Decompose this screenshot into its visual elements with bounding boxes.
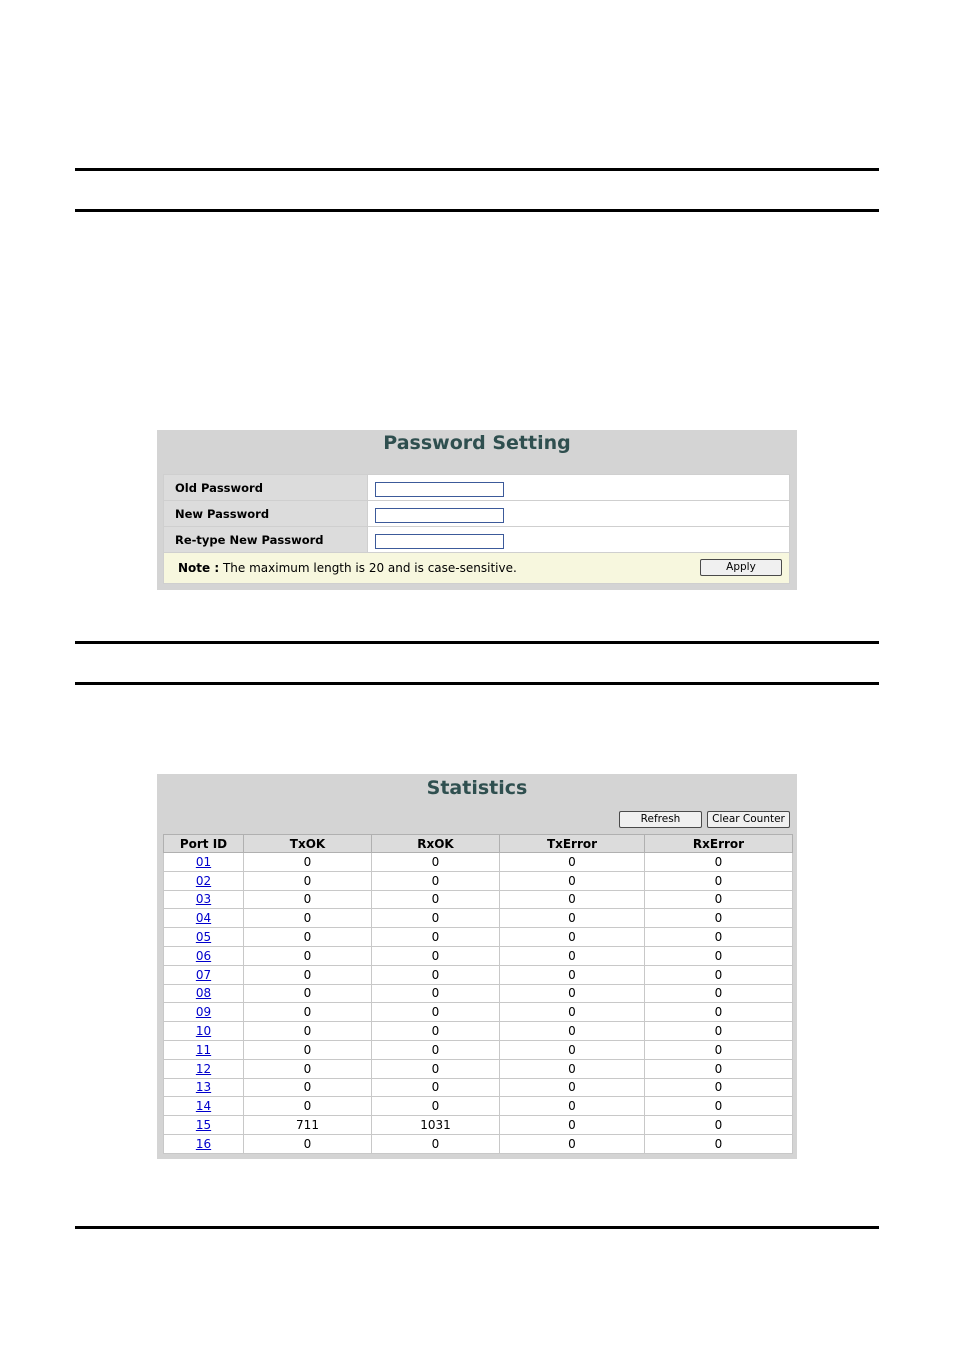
txerror-cell: 0	[500, 1003, 645, 1022]
col-header-rxerror: RxError	[645, 835, 793, 853]
port-id-cell	[164, 928, 244, 947]
port-id-cell	[164, 1003, 244, 1022]
port-link[interactable]: 16	[195, 1136, 212, 1151]
new-password-row	[164, 501, 790, 527]
port-id-cell	[164, 1134, 244, 1153]
rxerror-cell: 0	[645, 1097, 793, 1116]
txok-cell: 0	[244, 965, 372, 984]
statistics-body	[164, 853, 793, 1154]
table-row	[164, 984, 793, 1003]
txok-cell: 0	[244, 1040, 372, 1059]
port-id-cell	[164, 853, 244, 872]
old-password-row	[164, 475, 790, 501]
rxok-cell: 0	[372, 984, 500, 1003]
statistics-title: Statistics	[426, 777, 528, 799]
table-row	[164, 1040, 793, 1059]
port-link[interactable]: 05	[195, 930, 212, 945]
divider-4	[75, 682, 879, 685]
port-link[interactable]: 03	[195, 892, 212, 907]
txerror-cell: 0	[500, 1059, 645, 1078]
table-row	[164, 1003, 793, 1022]
divider-2	[75, 209, 879, 212]
txok-cell: 0	[244, 1134, 372, 1153]
port-link[interactable]: 01	[195, 854, 212, 869]
txok-cell: 0	[244, 1078, 372, 1097]
rxerror-cell: 0	[645, 1078, 793, 1097]
new-password-label: New Password	[164, 501, 368, 527]
rxerror-cell: 0	[645, 1022, 793, 1041]
table-row	[164, 853, 793, 872]
port-link[interactable]: 15	[195, 1118, 212, 1133]
rxok-cell: 0	[372, 871, 500, 890]
rxerror-cell: 0	[645, 1116, 793, 1135]
rxok-cell: 0	[372, 1040, 500, 1059]
port-link[interactable]: 04	[195, 911, 212, 926]
txok-cell: 0	[244, 909, 372, 928]
port-link[interactable]: 07	[195, 967, 212, 982]
port-id-cell	[164, 1078, 244, 1097]
rxerror-cell: 0	[645, 890, 793, 909]
port-id-cell	[164, 1116, 244, 1135]
txok-cell: 0	[244, 946, 372, 965]
port-id-cell	[164, 984, 244, 1003]
txerror-cell: 0	[500, 965, 645, 984]
rxerror-cell: 0	[645, 984, 793, 1003]
retype-password-input[interactable]	[375, 534, 504, 549]
refresh-button[interactable]: Refresh	[619, 811, 702, 828]
txok-cell: 0	[244, 1059, 372, 1078]
txerror-cell: 0	[500, 853, 645, 872]
rxok-cell: 0	[372, 1134, 500, 1153]
rxerror-cell: 0	[645, 1003, 793, 1022]
divider-5	[75, 1226, 879, 1229]
col-header-port-id: Port ID	[164, 835, 244, 853]
rxerror-cell: 0	[645, 965, 793, 984]
port-link[interactable]: 10	[195, 1024, 212, 1039]
txok-cell: 711	[244, 1116, 372, 1135]
divider-1	[75, 168, 879, 171]
rxok-cell: 1031	[372, 1116, 500, 1135]
port-id-cell	[164, 1059, 244, 1078]
clear-counter-button[interactable]: Clear Counter	[707, 811, 790, 828]
txok-cell: 0	[244, 928, 372, 947]
apply-button[interactable]: Apply	[700, 559, 782, 576]
txerror-cell: 0	[500, 909, 645, 928]
statistics-panel	[157, 774, 797, 1159]
note-row	[164, 553, 790, 584]
table-row	[164, 871, 793, 890]
table-row	[164, 1022, 793, 1041]
rxerror-cell: 0	[645, 909, 793, 928]
txerror-cell: 0	[500, 946, 645, 965]
txok-cell: 0	[244, 1003, 372, 1022]
txok-cell: 0	[244, 871, 372, 890]
table-row	[164, 890, 793, 909]
statistics-header-row	[164, 835, 793, 853]
rxok-cell: 0	[372, 1003, 500, 1022]
port-id-cell	[164, 1040, 244, 1059]
password-setting-title: Password Setting	[383, 432, 571, 454]
rxerror-cell: 0	[645, 1134, 793, 1153]
txerror-cell: 0	[500, 871, 645, 890]
rxok-cell: 0	[372, 1022, 500, 1041]
port-link[interactable]: 12	[195, 1061, 212, 1076]
txok-cell: 0	[244, 890, 372, 909]
port-link[interactable]: 06	[195, 948, 212, 963]
port-link[interactable]: 02	[195, 873, 212, 888]
port-link[interactable]: 13	[195, 1080, 212, 1095]
rxerror-cell: 0	[645, 928, 793, 947]
note-text: The maximum length is 20 and is case-sensitive.	[219, 561, 517, 575]
old-password-input[interactable]	[375, 482, 504, 497]
port-id-cell	[164, 946, 244, 965]
rxerror-cell: 0	[645, 946, 793, 965]
rxok-cell: 0	[372, 853, 500, 872]
rxok-cell: 0	[372, 1078, 500, 1097]
rxerror-cell: 0	[645, 1059, 793, 1078]
note-label: Note :	[178, 561, 220, 575]
port-link[interactable]: 09	[195, 1005, 212, 1020]
port-id-cell	[164, 965, 244, 984]
password-setting-panel	[157, 430, 797, 590]
txerror-cell: 0	[500, 1078, 645, 1097]
retype-password-row	[164, 527, 790, 553]
rxok-cell: 0	[372, 928, 500, 947]
txerror-cell: 0	[500, 1134, 645, 1153]
port-id-cell	[164, 1022, 244, 1041]
table-row	[164, 1116, 793, 1135]
table-row	[164, 1078, 793, 1097]
port-id-cell	[164, 1097, 244, 1116]
txerror-cell: 0	[500, 1022, 645, 1041]
rxok-cell: 0	[372, 1097, 500, 1116]
port-id-cell	[164, 890, 244, 909]
note-cell	[164, 553, 790, 584]
old-password-label: Old Password	[164, 475, 368, 501]
txok-cell: 0	[244, 1022, 372, 1041]
new-password-input[interactable]	[375, 508, 504, 523]
txok-cell: 0	[244, 853, 372, 872]
txerror-cell: 0	[500, 890, 645, 909]
rxok-cell: 0	[372, 909, 500, 928]
txerror-cell: 0	[500, 1116, 645, 1135]
txerror-cell: 0	[500, 928, 645, 947]
txerror-cell: 0	[500, 1040, 645, 1059]
rxok-cell: 0	[372, 1059, 500, 1078]
rxerror-cell: 0	[645, 1040, 793, 1059]
port-link[interactable]: 11	[195, 1042, 212, 1057]
retype-password-label: Re-type New Password	[164, 527, 368, 553]
table-row	[164, 1097, 793, 1116]
port-id-cell	[164, 871, 244, 890]
password-form	[163, 474, 790, 584]
statistics-table	[163, 834, 793, 1154]
table-row	[164, 928, 793, 947]
col-header-txok: TxOK	[244, 835, 372, 853]
table-row	[164, 965, 793, 984]
rxok-cell: 0	[372, 965, 500, 984]
port-link[interactable]: 08	[195, 986, 212, 1001]
table-row	[164, 1059, 793, 1078]
table-row	[164, 909, 793, 928]
table-row	[164, 946, 793, 965]
rxerror-cell: 0	[645, 871, 793, 890]
port-link[interactable]: 14	[195, 1099, 212, 1114]
txerror-cell: 0	[500, 1097, 645, 1116]
txok-cell: 0	[244, 1097, 372, 1116]
rxok-cell: 0	[372, 946, 500, 965]
table-row	[164, 1134, 793, 1153]
txok-cell: 0	[244, 984, 372, 1003]
divider-3	[75, 641, 879, 644]
rxok-cell: 0	[372, 890, 500, 909]
col-header-rxok: RxOK	[372, 835, 500, 853]
txerror-cell: 0	[500, 984, 645, 1003]
col-header-txerror: TxError	[500, 835, 645, 853]
port-id-cell	[164, 909, 244, 928]
rxerror-cell: 0	[645, 853, 793, 872]
